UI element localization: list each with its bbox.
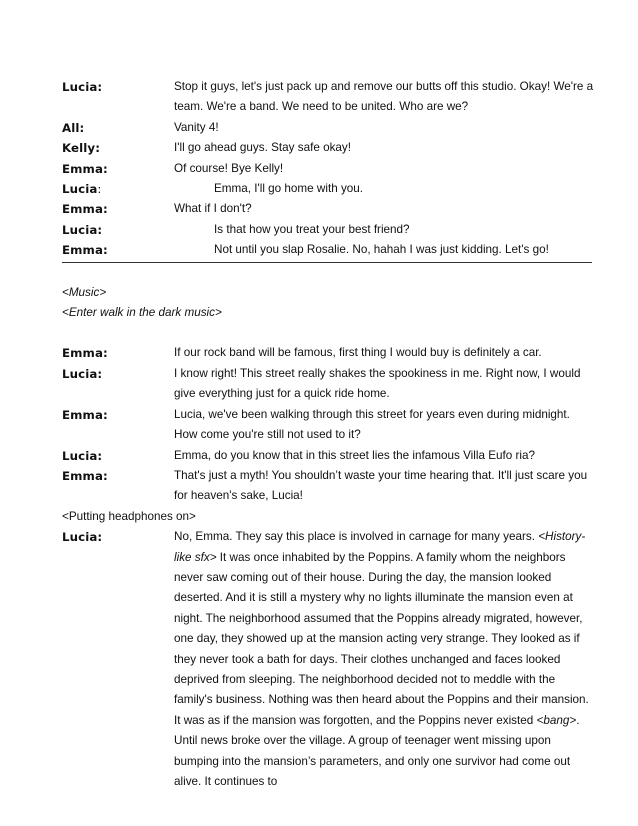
speaker-name: Emma: xyxy=(62,468,108,483)
speaker-name: Lucia: xyxy=(62,80,103,94)
dialogue-text: Vanity 4! xyxy=(174,120,219,134)
stage-direction: <Enter walk in the dark music> xyxy=(62,306,222,320)
dialogue-line xyxy=(62,364,594,405)
dialogue-text: Lucia, we've been walking through this street for years even during midnight. How come you're still not used to it? xyxy=(174,407,570,442)
speaker-name-bold: Lucia xyxy=(62,182,98,197)
dialogue-text: Not until you slap Rosalie. No, hahah I was just kidding. Let's go! xyxy=(214,243,549,257)
dialogue-line xyxy=(62,527,594,792)
dialogue-text: Of course! Bye Kelly! xyxy=(174,161,284,175)
dialogue-line xyxy=(62,446,594,466)
speaker-name: Emma: xyxy=(62,161,108,176)
sound-effect-cue: <History-like sfx> xyxy=(174,530,586,564)
speaker-name: Lucia: xyxy=(62,448,103,463)
script-page xyxy=(62,77,594,792)
dialogue-line xyxy=(62,343,594,363)
text-part: No, Emma. They say this place is involved in carnage for many years. xyxy=(174,530,539,544)
dialogue-text: Stop it guys, let's just pack up and remove our butts off this studio. Okay! We're a team. We're a band. We need to be united. Who are we? xyxy=(174,80,594,114)
dialogue-text xyxy=(174,527,594,792)
dialogue-line xyxy=(62,138,594,158)
speaker-name: All: xyxy=(62,120,85,135)
spacer xyxy=(62,263,594,283)
dialogue-text: That's just a myth! You shouldn’t waste your time hearing that. It'll just scare you for heaven's sake, Lucia! xyxy=(174,468,588,503)
speaker-name: Lucia: xyxy=(62,530,103,545)
speaker-name: Kelly: xyxy=(62,141,101,156)
dialogue-text: What if I don't? xyxy=(174,202,252,216)
speaker-name: Emma: xyxy=(62,202,108,217)
speaker-name xyxy=(62,179,174,199)
dialogue-text: I know right! This street really shakes the spookiness in me. Right now, I would give everything just for a quick ride home. xyxy=(174,366,581,401)
dialogue-text: Is that how you treat your best friend? xyxy=(214,222,410,236)
dialogue-line xyxy=(62,466,594,507)
dialogue-text: Emma, I'll go home with you. xyxy=(214,182,364,196)
speaker-name: Emma: xyxy=(62,243,108,258)
dialogue-line xyxy=(62,240,594,260)
text-part: It was once inhabited by the Poppins. A family whom the neighbors never saw coming out of their house. During the day, the mansion looked deserted. And it is still a mystery why no lights illuminate the mansion even at night. The neighborhood assumed that the Poppins already migrated, however, one day, they showed up at the mansion acting very strange. They looked as if they never took a bath for days. Their clothes unchanged and faces looked deprived from sleeping. The neighborhood decided not to meddle with the family's business. Nothing was then heard about the Poppins and their mansion. It was as if the mansion was forgotten, and the Poppins never existed xyxy=(174,550,589,727)
dialogue-text: If our rock band will be famous, first thing I would buy is definitely a car. xyxy=(174,346,542,360)
speaker-name: Emma: xyxy=(62,407,108,422)
dialogue-line xyxy=(62,179,594,199)
dialogue-line xyxy=(62,199,594,219)
dialogue-line xyxy=(62,220,594,240)
speaker-name: Emma: xyxy=(62,346,108,361)
speaker-name: Lucia: xyxy=(62,222,103,237)
dialogue-line xyxy=(62,405,594,446)
stage-direction: <Putting headphones on> xyxy=(62,509,196,523)
speaker-colon: : xyxy=(97,182,102,197)
sound-effect-cue: <bang> xyxy=(536,713,577,727)
speaker-name: Lucia: xyxy=(62,366,103,381)
spacer xyxy=(62,323,594,343)
dialogue-line xyxy=(62,118,594,138)
dialogue-text: Emma, do you know that in this street lies the infamous Villa Eufo ria? xyxy=(174,448,535,462)
text-part: . Until news broke over the village. A group of teenager went missing upon bumping into the mansion’s parameters, and only one survivor had come out alive. It continues to xyxy=(174,713,580,788)
dialogue-line xyxy=(62,77,594,118)
dialogue-text: I'll go ahead guys. Stay safe okay! xyxy=(174,141,352,155)
dialogue-line xyxy=(62,159,594,179)
stage-direction: <Music> xyxy=(62,285,107,299)
